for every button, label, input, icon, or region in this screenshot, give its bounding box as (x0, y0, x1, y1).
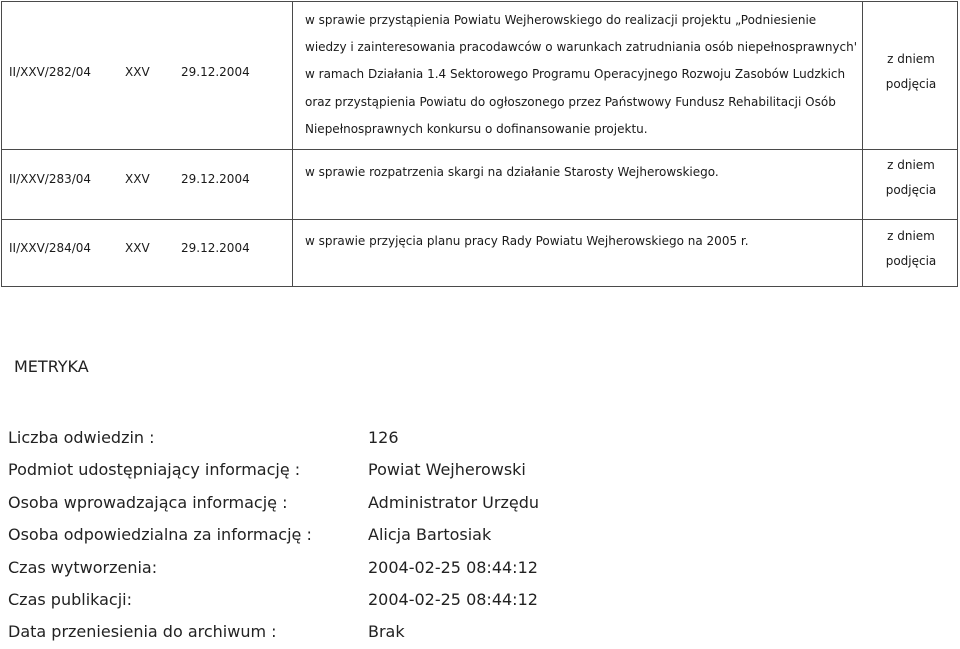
table-row (2, 2, 957, 150)
metryka-value: Administrator Urzędu (368, 492, 539, 512)
metryka-value: Brak (368, 622, 405, 642)
resolution-date: 29.12.2004 (181, 65, 250, 79)
status-line: podjęcia (885, 77, 937, 91)
status-line: z dniem (887, 52, 935, 66)
metryka-row-published (8, 584, 948, 616)
metryka-row-responsible (8, 519, 948, 551)
status-line: z dniem (887, 229, 935, 243)
resolution-description: w sprawie przystąpienia Powiatu Wejherowskiego do realizacji projektu „Podniesienie wiedzy i zainteresowania pracodawców o warunkach zatrudniania osób niepełnosprawnych' w ramach Działania 1.4 Sektorowego Programu Operacyjnego Rozwoju Zasobów Ludzkich oraz przystąpienia Powiatu do ogłoszonego przez Państwowy Fundusz Rehabilitacji Osób Niepełnosprawnych konkursu o dofinansowanie projektu. (305, 13, 858, 136)
resolutions-table (1, 1, 958, 287)
metryka-row-archived (8, 616, 948, 648)
metryka-label: Osoba odpowiedzialna za informację : (8, 525, 312, 545)
resolution-number: II/XXV/283/04 (9, 172, 92, 186)
metryka-row-visits (8, 422, 948, 454)
metryka-label: Czas wytworzenia: (8, 557, 158, 577)
resolution-description: w sprawie przyjęcia planu pracy Rady Powiatu Wejherowskiego na 2005 r. (305, 234, 749, 248)
resolution-number: II/XXV/282/04 (9, 65, 92, 79)
metryka-value: 126 (368, 428, 399, 447)
metryka-value: Alicja Bartosiak (368, 525, 492, 545)
metryka-label: Osoba wprowadzająca informację : (8, 492, 288, 512)
metryka-row-publisher (8, 454, 948, 486)
table-row (2, 149, 957, 220)
session-number: XXV (125, 172, 150, 186)
metryka-value: 2004-02-25 08:44:12 (368, 557, 538, 577)
resolution-number: II/XXV/284/04 (9, 241, 92, 255)
metryka-list (8, 422, 948, 649)
resolution-date: 29.12.2004 (181, 241, 250, 255)
resolution-date: 29.12.2004 (181, 172, 250, 186)
session-number: XXV (125, 65, 150, 79)
resolution-status (864, 47, 958, 97)
resolution-status (864, 224, 958, 274)
table-row (2, 219, 957, 287)
metryka-value: Powiat Wejherowski (368, 460, 526, 480)
session-number: XXV (125, 241, 150, 255)
metryka-label: Liczba odwiedzin : (8, 428, 155, 447)
metryka-title: METRYKA (14, 357, 89, 376)
resolution-description: w sprawie rozpatrzenia skargi na działanie Starosty Wejherowskiego. (305, 165, 719, 179)
metryka-label: Podmiot udostępniający informację : (8, 460, 301, 480)
metryka-label: Data przeniesienia do archiwum : (8, 622, 277, 642)
metryka-label: Czas publikacji: (8, 589, 133, 609)
metryka-row-created (8, 552, 948, 584)
status-line: podjęcia (885, 254, 937, 268)
status-line: z dniem (887, 158, 935, 172)
resolution-status (864, 153, 958, 203)
metryka-value: 2004-02-25 08:44:12 (368, 589, 538, 609)
metryka-row-entered-by (8, 487, 948, 519)
status-line: podjęcia (885, 183, 937, 197)
